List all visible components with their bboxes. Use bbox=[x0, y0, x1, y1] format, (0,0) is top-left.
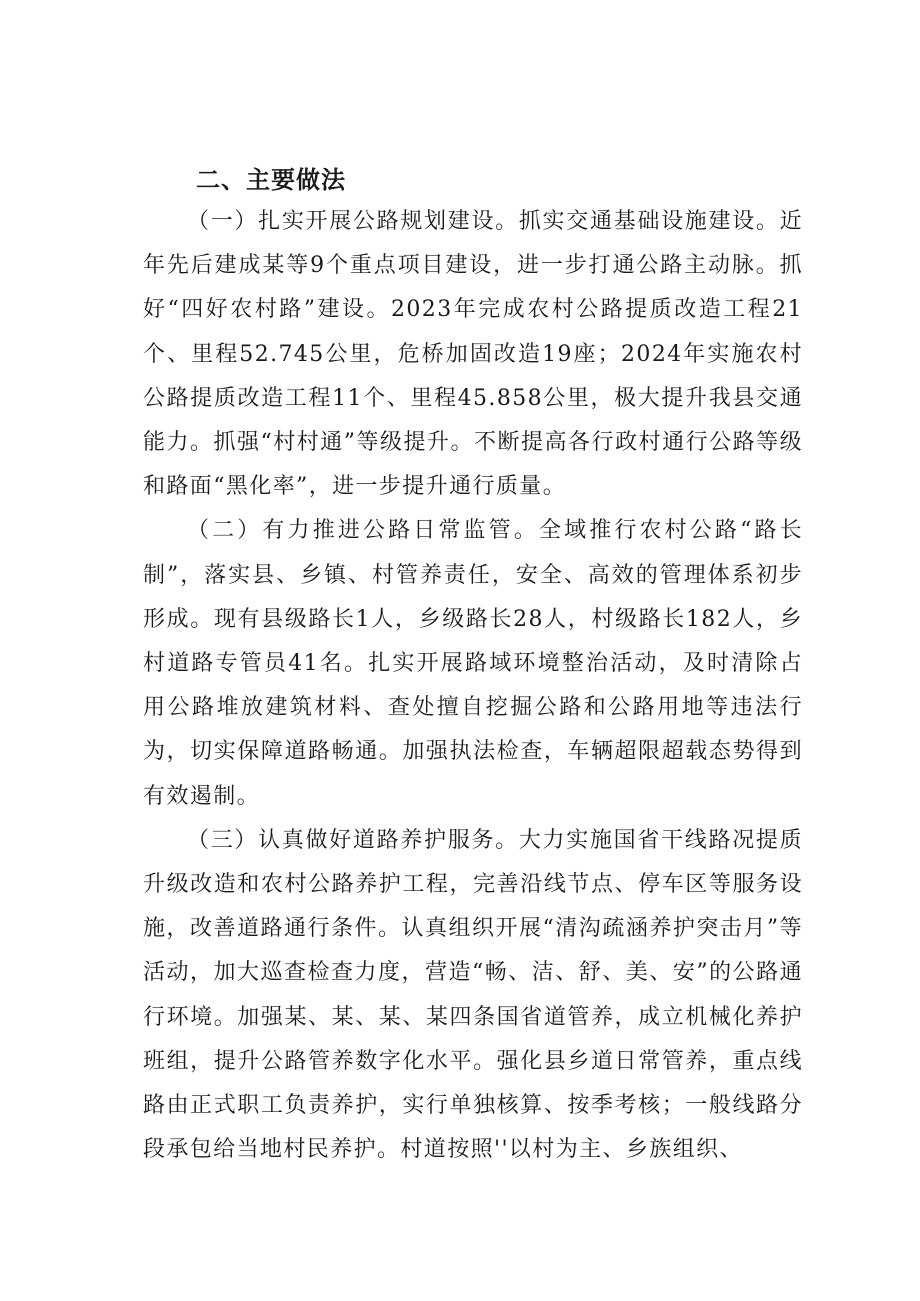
paragraph-supervision: （二）有力推进公路日常监管。全域推行农村公路“路长制”，落实县、乡镇、村管养责任，安全、高效的管理体系初步形成。现有县级路长1人，乡级路长28人，村级路长182人，乡村道路专管员41名。扎实开展路域环境整治活动，及时清除占用公路堆放建筑材料、查处擅自挖掘公路和公路用地等违法行为，切实保障道路畅通。加强执法检查，车辆超限超载态势得到有效遏制。 bbox=[143, 518, 803, 809]
paragraph-planning: （一）扎实开展公路规划建设。抓实交通基础设施建设。近年先后建成某等9个重点项目建设，进一步打通公路主动脉。抓好“四好农村路”建设。2023年完成农村公路提质改造工程21个、里程52.745公里，危桥加固改造19座；2024年实施农村公路提质改造工程11个、里程45.858公里，极大提升我县交通能力。抓强“村村通”等级提升。不断提高各行政村通行公路等级和路面“黑化率”，进一步提升通行质量。 bbox=[143, 209, 803, 500]
paragraph-maintenance: （三）认真做好道路养护服务。大力实施国省干线路况提质升级改造和农村公路养护工程，完善沿线节点、停车区等服务设施，改善道路通行条件。认真组织开展“清沟疏涵养护突击月”等活动，加大巡查检查力度，营造“畅、洁、舒、美、安”的公路通行环境。加强某、某、某、某四条国省道管养，成立机械化养护班组，提升公路管养数字化水平。强化县乡道日常管养，重点线路由正式职工负责养护，实行单独核算、按季考核；一般线路分段承包给当地村民养护。村道按照''以村为主、乡族组织、 bbox=[143, 827, 803, 1163]
document-body bbox=[143, 200, 803, 1172]
section-heading: 二、主要做法 bbox=[196, 166, 346, 194]
